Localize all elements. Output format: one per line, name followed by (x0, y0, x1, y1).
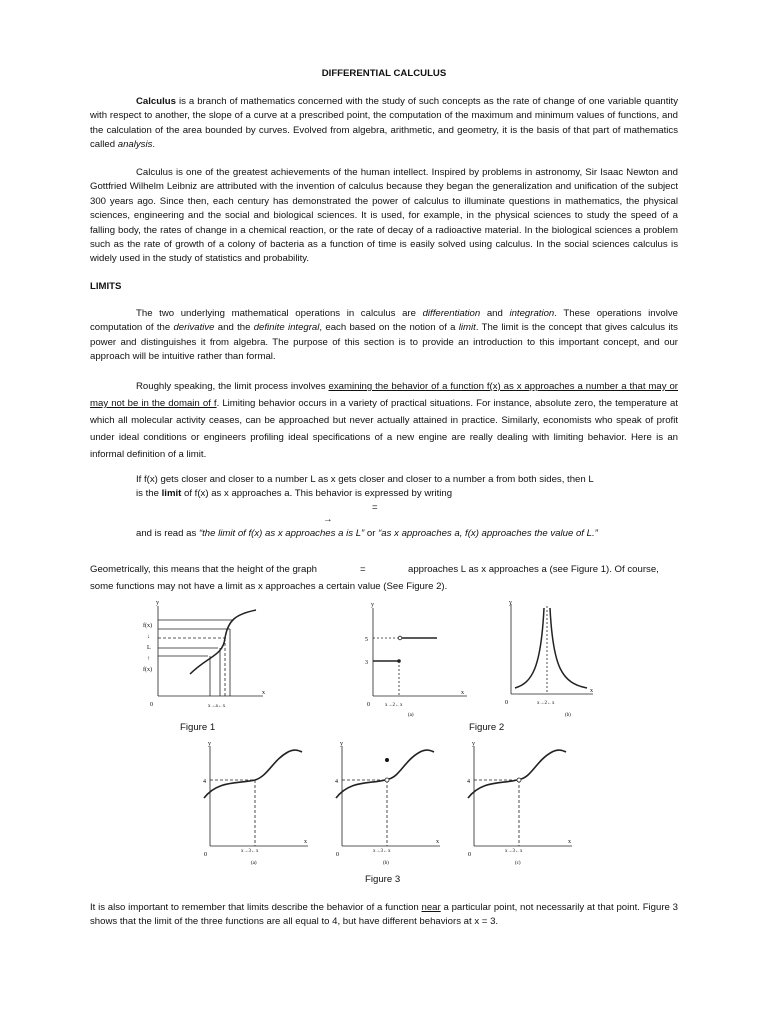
svg-text:y: y (340, 741, 343, 747)
svg-text:4: 4 (203, 779, 206, 785)
svg-text:↑: ↑ (147, 656, 150, 662)
figure-3a-graph (198, 738, 314, 870)
subcaption-b: (b) (565, 713, 571, 718)
svg-text:x: x (461, 690, 464, 696)
limit-definition-box: If f(x) gets closer and closer to a number L as x gets closer and closer to a number a from both sides, then L is the limit of f(x) as x approaches a. This behavior is expressed by writing (136, 474, 594, 500)
page-title: DIFFERENTIAL CALCULUS (321, 68, 447, 79)
figure-1-caption: Figure 1 (180, 722, 216, 733)
svg-text:0: 0 (336, 852, 339, 858)
section-heading-limits: LIMITS (90, 281, 122, 292)
svg-text:x→3←x: x→3←x (241, 849, 259, 854)
svg-text:y: y (509, 600, 512, 606)
figure-2-caption: Figure 2 (469, 722, 505, 733)
svg-text:y: y (208, 741, 211, 747)
svg-text:0: 0 (468, 852, 471, 858)
svg-text:y: y (371, 602, 374, 608)
underlined-phrase: examining the behavior of a function f(x) as x approaches a number a that may or may not be in the domain of f (90, 381, 678, 409)
svg-text:x→3←x: x→3←x (373, 849, 391, 854)
label-x-approaches-a: x→a←x (208, 704, 226, 709)
limit-reading: and is read as “the limit of f(x) as x approaches a is L” or “as x approaches a, f(x) approaches the value of L.” (136, 528, 598, 539)
paragraph-operations: The two underlying mathematical operations in calculus are differentiation and integration. These operations involve computation of the derivative and the definite integral, each based on the notion of a limit. The limit is the concept that gives calculus its power and distinguishes it from algebra. The purpose of this section is to provide an introduction to this important concept, and our approach will be intuitive rather than formal. (90, 308, 678, 363)
subcaption-3c: (c) (515, 861, 521, 866)
svg-text:x→3←x: x→3←x (505, 849, 523, 854)
svg-text:y: y (472, 741, 475, 747)
axis-label-y: y (156, 600, 159, 606)
svg-text:x: x (436, 839, 439, 845)
figure-3b-graph (330, 738, 446, 870)
bold-term: Calculus (136, 96, 176, 107)
subcaption-3a: (a) (251, 861, 257, 866)
arrow-symbol: → (323, 514, 333, 525)
axis-label-x: x (262, 690, 265, 696)
svg-text:x: x (590, 688, 593, 694)
figure-2a-graph (355, 598, 470, 720)
subcaption-a: (a) (408, 713, 414, 718)
figure-3-caption: Figure 3 (365, 874, 401, 885)
svg-text:0: 0 (204, 852, 207, 858)
svg-text:0: 0 (505, 700, 508, 706)
subcaption-3b: (b) (383, 861, 389, 866)
paragraph-geometric: Geometrically, this means that the height of the graph = approaches L as x approaches a (see Figure 1). Of course, some functions may not have a limit as x approaches a certain value (See Figure 2). (90, 564, 659, 592)
equals-symbol: = (372, 502, 378, 513)
origin-label: 0 (150, 702, 153, 708)
svg-text:x: x (304, 839, 307, 845)
label-fx-bottom: f(x) (143, 667, 152, 673)
label-fx-top: f(x) (143, 623, 152, 629)
svg-text:x: x (568, 839, 571, 845)
tick-5: 5 (365, 637, 368, 643)
svg-text:4: 4 (335, 779, 338, 785)
svg-text:x→2←x: x→2←x (537, 701, 555, 706)
svg-text:0: 0 (367, 702, 370, 708)
figure-2b-graph (497, 598, 597, 720)
svg-text:4: 4 (467, 779, 470, 785)
svg-text:x→2←x: x→2←x (385, 703, 403, 708)
paragraph-history: Calculus is one of the greatest achievements of the human intellect. Inspired by problems in astronomy, Sir Isaac Newton and Gottfried Wilhelm Leibniz are attributed with the invention of calculus because they began the generalization and unification of the subject 300 years ago. Since then, each century has demonstrated the power of calculus to illuminate questions in mathematics, the physical sciences, engineering and the social and biological sciences. It is used, for example, in the physical sciences to study the speed of a falling body, the rates of change in a chemical reaction, or the rate of decay of a radioactive material. In the biological sciences a problem such as the rate of growth of a colony of bacteria as a function of time is easily solved using calculus. In the social sciences calculus is widely used in the study of statistics and probability. (90, 167, 678, 265)
paragraph-limit-process: Roughly speaking, the limit process involves examining the behavior of a function f(x) as x approaches a number a that may or may not be in the domain of f. Limiting behavior occurs in a variety of practical situations. For instance, absolute zero, the temperature at which all molecular activity ceases, can be approached but never actually attained in practice. Similarly, economists who speak of profit under ideal conditions or engineers profiling ideal specifications of a new engine are really dealing with limiting behavior. Here is an informal definition of a limit. (90, 381, 678, 460)
label-L: L (147, 645, 151, 651)
figure-1-graph (138, 596, 273, 711)
paragraph-calculus-definition: Calculus is a branch of mathematics concerned with the study of such concepts as the rate of change of one variable quantity with respect to another, the slope of a curve at a prescribed point, the computation of the maximum and minimum values of functions, and the calculation of the area bounded by curves. Evolved from algebra, arithmetic, and geometry, it is the basis of that part of mathematics called analysis. (90, 96, 678, 151)
paragraph-closing: It is also important to remember that limits describe the behavior of a function near a particular point, not necessarily at that point. Figure 3 shows that the limit of the three functions are all equal to 4, but have different behaviors at x = 3. (90, 902, 678, 928)
tick-3: 3 (365, 660, 368, 666)
svg-text:↓: ↓ (147, 634, 150, 640)
figure-3c-graph (462, 738, 578, 870)
underlined-near: near (421, 902, 441, 913)
